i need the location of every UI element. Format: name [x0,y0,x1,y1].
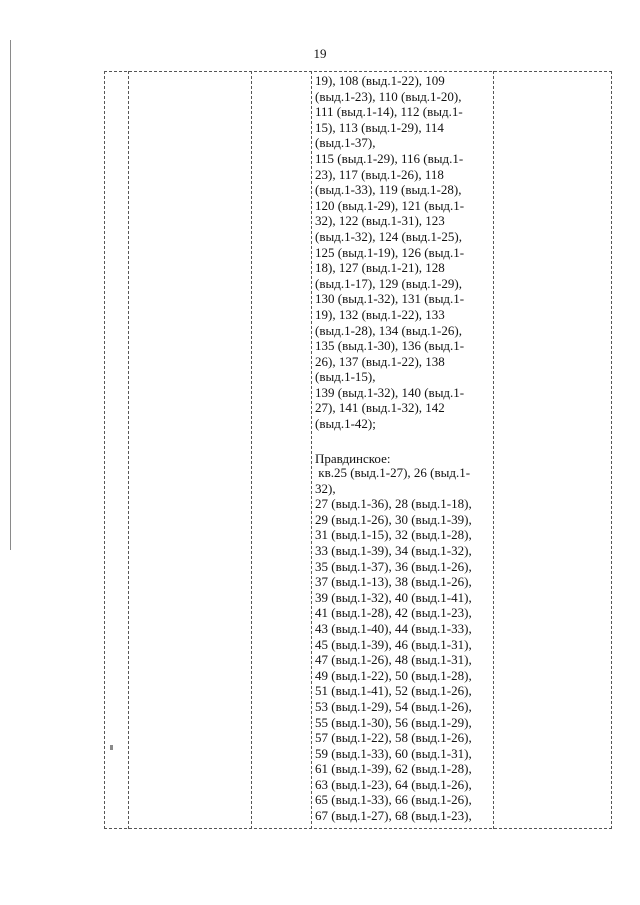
quarter-line: 53 (выд.1-29), 54 (выд.1-26), [315,698,472,714]
quarter-line: 59 (выд.1-33), 60 (выд.1-31), [315,745,472,761]
column-divider-6 [611,71,612,829]
quarter-line: 27), 141 (выд.1-32), 142 [315,400,445,416]
quarter-line: 115 (выд.1-29), 116 (выд.1- [315,150,464,166]
quarter-line: 65 (выд.1-33), 66 (выд.1-26), [315,792,472,808]
quarter-line: 29 (выд.1-26), 30 (выд.1-39), [315,511,472,527]
quarter-line: 135 (выд.1-30), 136 (выд.1- [315,338,465,354]
quarter-line: 43 (выд.1-40), 44 (выд.1-33), [315,620,472,636]
column-divider-4 [311,71,312,829]
quarter-line: 61 (выд.1-39), 62 (выд.1-28), [315,761,472,777]
quarter-line: 32), [315,480,336,496]
quarter-line: (выд.1-32), 124 (выд.1-25), [315,228,462,244]
quarter-line: 27 (выд.1-36), 28 (выд.1-18), [315,496,472,512]
quarter-line: 15), 113 (выд.1-29), 114 [315,119,444,135]
scan-speck [110,745,113,750]
quarter-line: 120 (выд.1-29), 121 (выд.1- [315,197,465,213]
column-divider-2 [128,71,129,829]
quarter-line: 125 (выд.1-19), 126 (выд.1- [315,244,465,260]
quarter-line: (выд.1-42); [315,416,376,432]
column-divider-1 [104,71,105,829]
quarter-line: 41 (выд.1-28), 42 (выд.1-23), [315,605,472,621]
page-number: 19 [313,46,327,61]
quarter-line: 51 (выд.1-41), 52 (выд.1-26), [315,683,472,699]
quarter-line: (выд.1-33), 119 (выд.1-28), [315,182,462,198]
quarter-list-block-2 [315,465,495,824]
quarter-line: 26), 137 (выд.1-22), 138 [315,353,445,369]
quarter-line: 18), 127 (выд.1-21), 128 [315,260,445,276]
quarter-line: 139 (выд.1-32), 140 (выд.1- [315,384,465,400]
quarter-list-block-1 [315,73,495,432]
column-divider-3 [251,71,252,829]
quarter-line: 19), 132 (выд.1-22), 133 [315,306,445,322]
quarter-line: 31 (выд.1-15), 32 (выд.1-28), [315,527,472,543]
scan-edge-mark [10,40,11,550]
quarter-line: (выд.1-37), [315,135,376,151]
quarter-line: 57 (выд.1-22), 58 (выд.1-26), [315,730,472,746]
section-title: Правдинское: [315,451,391,466]
quarter-line: 19), 108 (выд.1-22), 109 [315,73,445,88]
quarter-line: 47 (выд.1-26), 48 (выд.1-31), [315,652,472,668]
quarter-line: 33 (выд.1-39), 34 (выд.1-32), [315,542,472,558]
quarter-line: 23), 117 (выд.1-26), 118 [315,166,444,182]
quarter-line: (выд.1-28), 134 (выд.1-26), [315,322,462,338]
quarter-line: 55 (выд.1-30), 56 (выд.1-29), [315,714,472,730]
quarter-line: 45 (выд.1-39), 46 (выд.1-31), [315,636,472,652]
quarter-line: 111 (выд.1-14), 112 (выд.1- [315,104,463,120]
quarter-line: 37 (выд.1-13), 38 (выд.1-26), [315,574,472,590]
quarter-line: 130 (выд.1-32), 131 (выд.1- [315,291,465,307]
quarter-line: 67 (выд.1-27), 68 (выд.1-23), [315,808,472,824]
table-top-border [104,71,612,72]
quarter-line: 39 (выд.1-32), 40 (выд.1-41), [315,589,472,605]
quarter-line: (выд.1-15), [315,369,376,385]
quarter-line: 35 (выд.1-37), 36 (выд.1-26), [315,558,472,574]
quarter-line: 32), 122 (выд.1-31), 123 [315,213,445,229]
quarter-line: (выд.1-17), 129 (выд.1-29), [315,275,462,291]
quarter-line: 63 (выд.1-23), 64 (выд.1-26), [315,776,472,792]
quarter-line: 49 (выд.1-22), 50 (выд.1-28), [315,667,472,683]
quarter-line: кв.25 (выд.1-27), 26 (выд.1- [315,465,471,480]
quarter-line: (выд.1-23), 110 (выд.1-20), [315,88,462,104]
table-bottom-border [104,828,612,829]
